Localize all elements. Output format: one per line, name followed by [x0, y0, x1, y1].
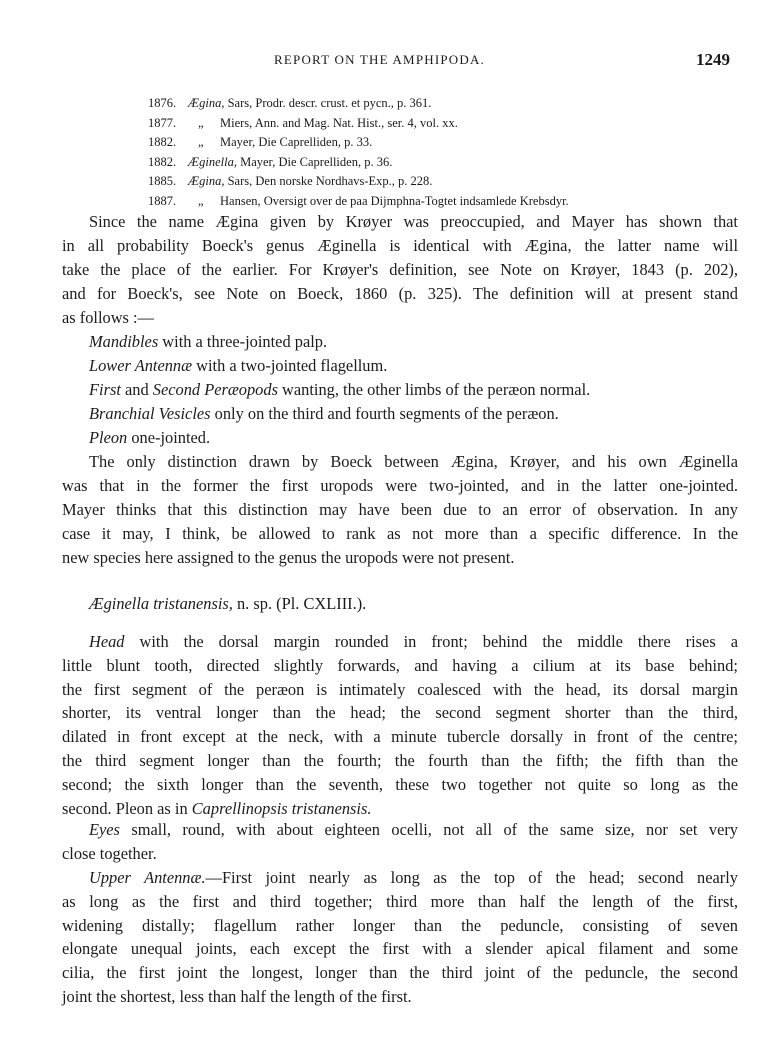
text-line: Since the name Ægina given by Krøyer was preoccupied, and Mayer has shown that: [89, 212, 738, 231]
definition-term: First: [89, 380, 121, 399]
species-name: Æginella tristanensis,: [89, 594, 233, 613]
synonymy-year: 1887.: [148, 193, 177, 208]
definition-lower-antennae: [62, 354, 738, 378]
definition-peraeopods: [62, 378, 738, 402]
text-span: —First joint nearly as long as the top of the head; second nearly: [205, 868, 739, 887]
synonymy-year: 1885.: [148, 174, 177, 189]
text-line: new species here assigned to the genus the uropods were not present.: [62, 548, 515, 567]
text-line: was that in the former the first uropods were two-jointed, and in the latter one-jointed.: [62, 476, 738, 495]
text-line: take the place of the earlier. For Krøyer's definition, see Note on Krøyer, 1843 (p. 202),: [62, 260, 738, 279]
text-line: The only distinction drawn by Boeck between Ægina, Krøyer, and his own Æginella: [89, 452, 738, 471]
synonymy-year: 1876.: [148, 96, 177, 110]
text-line: little blunt tooth, directed slightly forwards, and having a cilium at its base behind;: [62, 655, 738, 675]
synonymy-entry: [148, 172, 748, 192]
text-line: [62, 630, 738, 654]
text-span: with the dorsal margin rounded in front; behind the middle there rises a: [124, 632, 738, 651]
text-line: the first segment of the peræon is intimately coalesced with the head, its dorsal margin: [62, 679, 738, 699]
synonymy-genus: Ægina,: [188, 96, 225, 110]
text-line: case it may, I think, be allowed to rank as not more than a specific difference. In the: [62, 524, 738, 543]
text-line: shorter, its ventral longer than the head; the second segment shorter than the third,: [62, 703, 738, 723]
text-line: cilia, the first joint the longest, longer than the third joint of the peduncle, the second: [62, 963, 738, 983]
section-term: Eyes: [89, 820, 120, 839]
text-span: second. Pleon as in: [62, 798, 192, 818]
page-number: 1249: [696, 50, 730, 69]
distinction-paragraph: [62, 450, 738, 570]
synonymy-reference: Hansen, Oversigt over de paa Dijmphna-Togtet indsamlede Krebsdyr.: [220, 193, 569, 208]
species-heading: [89, 594, 366, 614]
intro-paragraph: [62, 210, 738, 450]
text-line: dilated in front except at the neck, with a minute tubercle dorsally in front of the centre;: [62, 727, 738, 747]
definition-text: and: [120, 380, 153, 399]
synonymy-year: 1877.: [148, 115, 177, 130]
definition-term: Pleon: [89, 428, 128, 447]
synonymy-list: [148, 94, 748, 212]
text-line: and for Boeck's, see Note on Boeck, 1860 (p. 325). The definition will at present stand: [62, 284, 738, 303]
synonymy-entry: [148, 192, 748, 212]
synonymy-entry: [148, 153, 748, 173]
definition-text: only on the third and fourth segments of the peræon.: [210, 404, 559, 423]
definition-text: one-jointed.: [127, 428, 211, 447]
text-line: elongate unequal joints, each except the first with a slender apical filament and some: [62, 939, 738, 959]
running-header: [0, 50, 776, 72]
species-reference: Caprellinopsis tristanensis.: [191, 798, 372, 818]
ditto-mark: „: [198, 193, 204, 208]
species-suffix: n. sp. (Pl. CXLIII.).: [232, 594, 367, 613]
definition-text: with a three-jointed palp.: [158, 332, 328, 351]
synonymy-reference: Sars, Prodr. descr. crust. et pycn., p. 361.: [227, 96, 432, 110]
text-line: second; the sixth longer than the seventh, these two together not quite so long as the: [62, 774, 738, 794]
synonymy-genus: Æginella,: [188, 154, 237, 169]
synonymy-reference: Mayer, Die Caprelliden, p. 33.: [220, 135, 373, 150]
synonymy-reference: Mayer, Die Caprelliden, p. 36.: [240, 154, 393, 169]
synonymy-entry: [148, 114, 748, 134]
text-line: [62, 818, 738, 842]
synonymy-entry: [148, 94, 748, 114]
definition-text: with a two-jointed flagellum.: [192, 356, 388, 375]
text-span: small, round, with about eighteen ocelli, not all of the same size, nor set very: [119, 820, 738, 839]
text-line: widening distally; flagellum rather longer than the peduncle, consisting of seven: [62, 915, 738, 935]
section-term: Head: [89, 632, 125, 651]
text-line: [62, 797, 738, 821]
ditto-mark: „: [198, 135, 204, 150]
text-line: the third segment longer than the fourth; the fourth than the fifth; the fifth than the: [62, 750, 738, 770]
text-line: [62, 866, 738, 890]
synonymy-reference: Miers, Ann. and Mag. Nat. Hist., ser. 4, vol. xx.: [220, 115, 458, 130]
upper-antennae-paragraph: [62, 866, 738, 1009]
definition-term: Mandibles: [89, 332, 159, 351]
text-line: close together.: [62, 843, 157, 863]
head-paragraph: [62, 630, 738, 820]
definition-term: Second Peræopods: [152, 380, 278, 399]
synonymy-entry: [148, 133, 748, 153]
definition-text: wanting, the other limbs of the peræon normal.: [277, 380, 591, 399]
text-line: as long as the first and third together; third more than half the length of the first,: [62, 891, 738, 911]
definition-mandibles: [62, 330, 738, 354]
definition-term: Branchial Vesicles: [89, 404, 211, 423]
synonymy-genus: Ægina,: [188, 174, 225, 189]
definition-branchial-vesicles: [62, 402, 738, 426]
text-line: in all probability Boeck's genus Æginella is identical with Ægina, the latter name will: [62, 236, 738, 255]
ditto-mark: „: [198, 115, 204, 130]
text-line: Mayer thinks that this distinction may have been due to an error of observation. In any: [62, 500, 738, 519]
section-term: Upper Antennæ.: [89, 868, 206, 887]
eyes-paragraph: [62, 818, 738, 866]
definition-pleon: [62, 426, 738, 450]
running-title: REPORT ON THE AMPHIPODA.: [274, 52, 486, 67]
definition-term: Lower Antennæ: [89, 356, 193, 375]
synonymy-year: 1882.: [148, 135, 177, 150]
text-line: as follows :—: [62, 308, 154, 327]
synonymy-year: 1882.: [148, 154, 177, 169]
text-line: joint the shortest, less than half the length of the first.: [62, 986, 412, 1006]
synonymy-reference: Sars, Den norske Nordhavs-Exp., p. 228.: [227, 174, 433, 189]
